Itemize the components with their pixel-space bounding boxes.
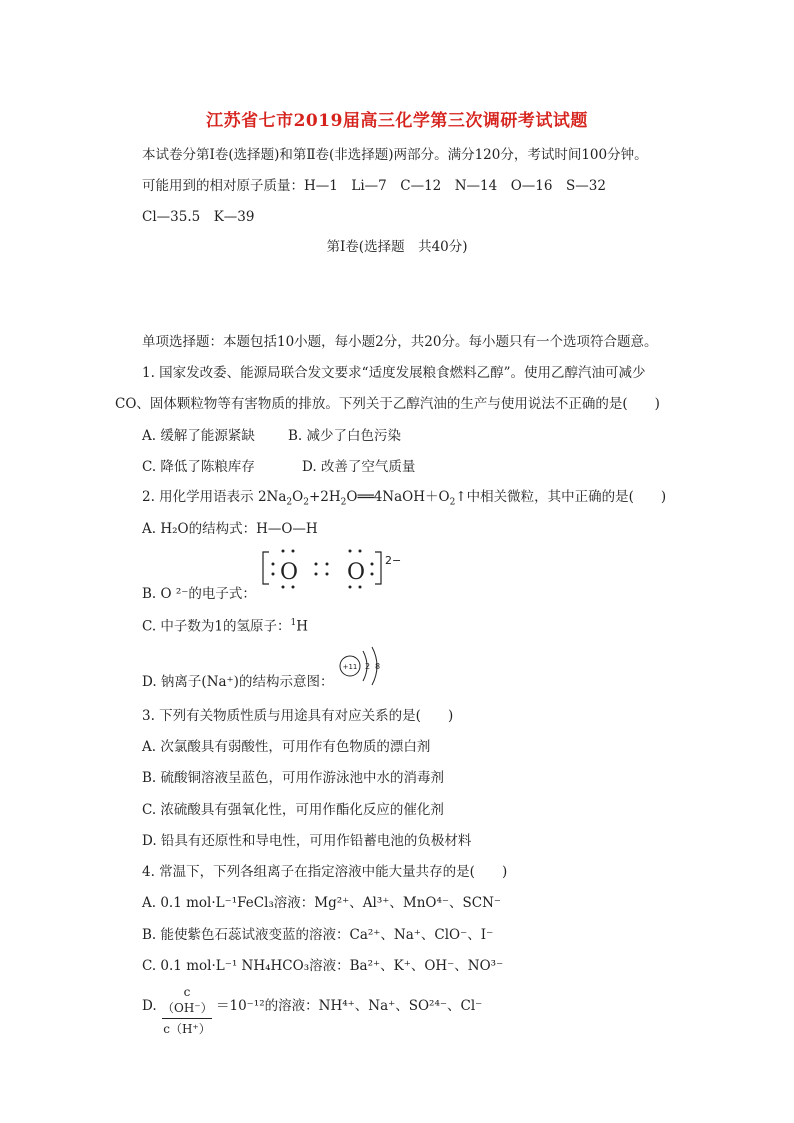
fraction-denominator: c（H⁺） <box>163 1022 211 1036</box>
charge-label: 2− <box>385 554 402 567</box>
q2-option-b: B. O ²⁻的电子式： <box>142 586 256 602</box>
section-title: 第Ⅰ卷(选择题 共40分) <box>326 239 468 255</box>
q3-option-a: A. 次氯酸具有弱酸性，可用作有色物质的漂白剂 <box>142 739 431 755</box>
oxygen-symbol-2: O <box>347 560 366 585</box>
oxygen-symbol-1: O <box>280 560 299 585</box>
q4-option-b: B. 能使紫色石蕊试液变蓝的溶液：Ca²⁺、Na⁺、ClO⁻、I⁻ <box>142 927 494 943</box>
q1-option-c: C. 降低了陈粮库存 <box>142 459 255 475</box>
q4-option-c: C. 0.1 mol·L⁻¹ NH₄HCO₃溶液：Ba²⁺、K⁺、OH⁻、NO³⁻ <box>142 958 504 974</box>
q3-option-c: C. 浓硫酸具有强氧化性，可用作酯化反应的催化剂 <box>142 802 444 818</box>
intro-line-1: 本试卷分第Ⅰ卷(选择题)和第Ⅱ卷(非选择题)两部分。满分120分，考试时间100分钟。 <box>142 147 648 163</box>
nucleus-label: +11 <box>342 663 358 671</box>
q1-option-d: D. 改善了空气质量 <box>302 459 416 475</box>
sodium-ion-structure-diagram <box>337 645 387 687</box>
q1-stem-line-1: 1. 国家发改委、能源局联合发文要求“适度发展粮食燃料乙醇”。使用乙醇汽油可减少 <box>142 365 646 381</box>
fraction-numerator: c（OH⁻） <box>162 985 213 1015</box>
instruction-text: 单项选择题：本题包括10小题，每小题2分，共20分。每小题只有一个选项符合题意。 <box>142 334 658 350</box>
q4-option-d-text: ＝10⁻¹²的溶液：NH⁴⁺、Na⁺、SO²⁴⁻、Cl⁻ <box>216 998 483 1014</box>
q2-option-a: A. H₂O的结构式：H—O—H <box>142 521 318 537</box>
q4-option-d-fraction <box>162 984 212 1037</box>
q2-option-d: D. 钠离子(Na⁺)的结构示意图： <box>142 674 334 690</box>
q3-option-d: D. 铅具有还原性和导电性，可用作铅蓄电池的负极材料 <box>142 833 472 849</box>
q4-stem: 4. 常温下，下列各组离子在指定溶液中能大量共存的是( ) <box>142 864 508 880</box>
q4-option-a: A. 0.1 mol·L⁻¹FeCl₃溶液：Mg²⁺、Al³⁺、MnO⁴⁻、SCN⁻ <box>142 895 502 911</box>
peroxide-electron-formula <box>255 546 405 590</box>
exam-title: 江苏省七市2019届高三化学第三次调研考试试题 <box>206 111 588 131</box>
q4-option-d-prefix: D. <box>142 998 157 1014</box>
q1-option-a: A. 缓解了能源紧缺 <box>142 428 255 444</box>
q1-stem-line-2: CO、固体颗粒物等有害物质的排放。下列关于乙醇汽油的生产与使用说法不正确的是( ) <box>115 396 660 412</box>
intro-line-2: 可能用到的相对原子质量：H—1 Li—7 C—12 N—14 O—16 S—32 <box>142 178 606 194</box>
shell-2-count: 8 <box>375 662 381 671</box>
intro-line-3: Cl—35.5 K—39 <box>142 209 255 225</box>
q3-option-b: B. 硫酸铜溶液呈蓝色，可用作游泳池中水的消毒剂 <box>142 770 445 786</box>
q3-stem: 3. 下列有关物质性质与用途具有对应关系的是( ) <box>142 708 454 724</box>
q2-stem: 2. 用化学用语表示 $2Na_2O_2+2H_2O══4NaOH+O_2↑$中相关微粒，其中正确的是( ) <box>142 489 667 508</box>
q2-option-c: C. 中子数为1的氢原子：$^1$H <box>142 618 309 635</box>
shell-1-count: 2 <box>365 662 371 671</box>
q1-option-b: B. 减少了白色污染 <box>288 428 402 444</box>
